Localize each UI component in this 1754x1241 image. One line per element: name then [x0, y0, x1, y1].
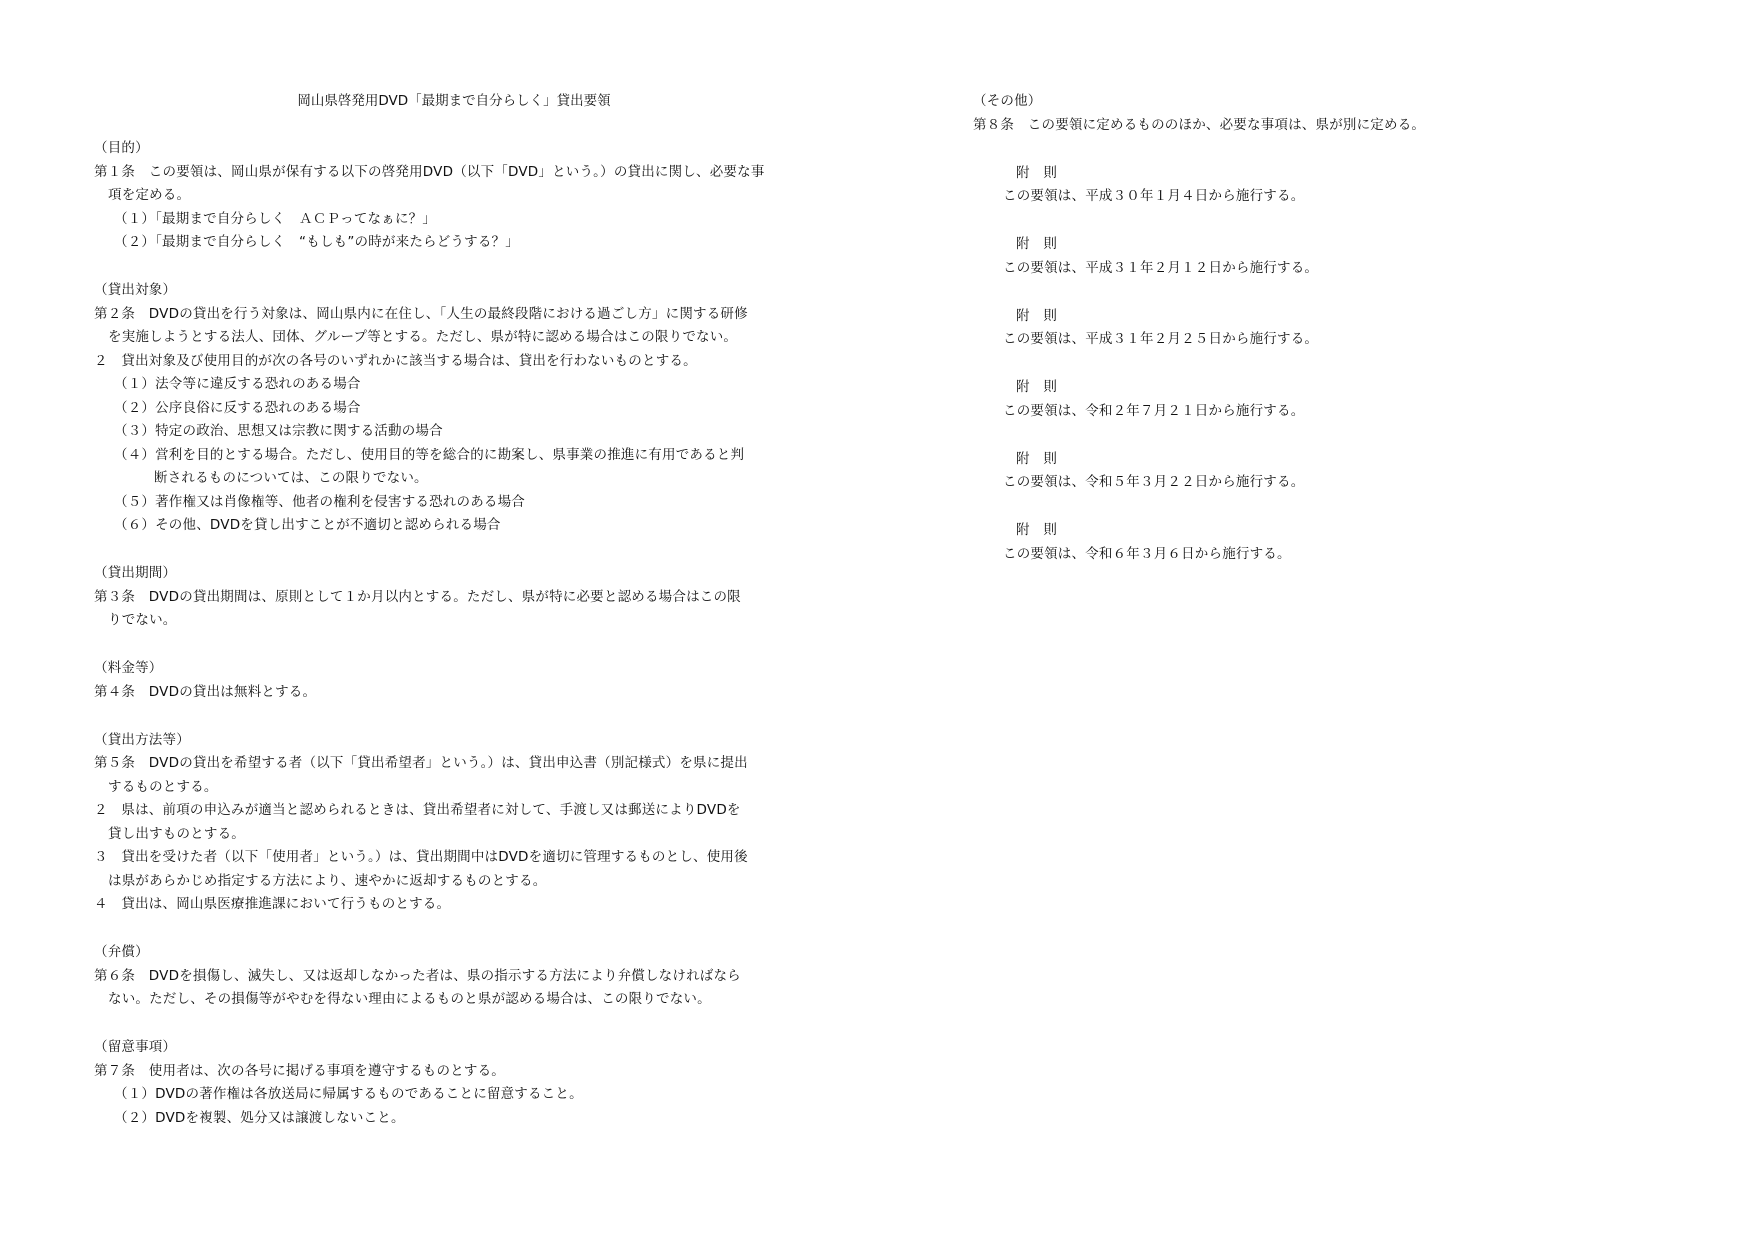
blank-line [94, 255, 814, 280]
text-line: 第１条 この要領は、岡山県が保有する以下の啓発用DVD（以下「DVD」という。）の貸出に関し、必要な事 [94, 163, 765, 180]
text-line: この要領は、平成３１年２月２５日から施行する。 [1003, 331, 1319, 347]
document-title: 岡山県啓発用DVD「最期まで自分らしく」貸出要領 [297, 93, 611, 109]
right-column-body [973, 90, 1673, 566]
text-line: 附 則 [1016, 450, 1058, 467]
text-line: （２）DVDを複製、処分又は譲渡しないこと。 [114, 1109, 405, 1126]
text-line: 第２条 DVDの貸出を行う対象は、岡山県内に在住し、「人生の最終段階における過ごし方」に関する研修 [94, 305, 748, 322]
text-line: 断されるものについては、この限りでない。 [154, 470, 428, 486]
text-line: （弁償） [94, 944, 149, 960]
text-line: りでない。 [108, 612, 177, 628]
text-line: 第７条 使用者は、次の各号に掲げる事項を遵守するものとする。 [94, 1062, 505, 1079]
blank-line [94, 704, 814, 729]
text-line: （貸出対象） [94, 282, 177, 298]
text-line: （５）著作権又は肖像権等、他者の権利を侵害する恐れのある場合 [114, 493, 525, 510]
text-line: （目的） [94, 140, 149, 156]
text-line: ２ 貸出対象及び使用目的が次の各号のいずれかに該当する場合は、貸出を行わないものとする。 [94, 352, 697, 369]
blank-line [973, 137, 1673, 162]
text-line: （料金等） [94, 660, 163, 676]
text-line: 第３条 DVDの貸出期間は、原則として１か月以内とする。ただし、県が特に必要と認める場合はこの限 [94, 588, 741, 605]
text-line: 附 則 [1016, 236, 1058, 252]
text-line: 附 則 [1016, 164, 1058, 181]
text-line: この要領は、令和２年７月２１日から施行する。 [1003, 402, 1305, 419]
blank-line [973, 495, 1673, 520]
blank-line [973, 209, 1673, 234]
text-line: この要領は、令和５年３月２２日から施行する。 [1003, 474, 1305, 490]
blank-line [973, 352, 1673, 377]
text-line: 第６条 DVDを損傷し、滅失し、又は返却しなかった者は、県の指示する方法により弁償しなければなら [94, 967, 741, 984]
text-line: この要領は、平成３０年１月４日から施行する。 [1003, 188, 1305, 204]
blank-line [94, 1012, 814, 1037]
text-line: （２）「最期まで自分らしく “もしも”の時が来たらどうする？」 [114, 234, 519, 250]
text-line: （貸出期間） [94, 565, 177, 581]
blank-line [94, 538, 814, 563]
blank-line [94, 917, 814, 942]
left-column-body [94, 137, 814, 1130]
text-line: を実施しようとする法人、団体、グループ等とする。ただし、県が特に認める場合はこの限りでない。 [108, 329, 738, 345]
text-line: （４）営利を目的とする場合。ただし、使用目的等を総合的に勘案し、県事業の推進に有用であると判 [114, 446, 745, 463]
text-line: は県があらかじめ指定する方法により、速やかに返却するものとする。 [108, 872, 547, 889]
text-line: 項を定める。 [108, 187, 191, 203]
text-line: （貸出方法等） [94, 731, 190, 748]
text-line: ２ 県は、前項の申込みが適当と認められるときは、貸出希望者に対して、手渡し又は郵送によりDVDを [94, 802, 741, 818]
text-line: （３）特定の政治、思想又は宗教に関する活動の場合 [114, 423, 443, 439]
text-line: ４ 貸出は、岡山県医療推進課において行うものとする。 [94, 896, 451, 912]
text-line: この要領は、令和６年３月６日から施行する。 [1003, 545, 1291, 562]
text-line: 第５条 DVDの貸出を希望する者（以下「貸出希望者」という。）は、貸出申込書（別記様式）を県に提出 [94, 755, 748, 771]
blank-line [94, 633, 814, 658]
blank-line [973, 423, 1673, 448]
text-line: （１）法令等に違反する恐れのある場合 [114, 376, 361, 392]
text-line: 第４条 DVDの貸出は無料とする。 [94, 683, 317, 700]
text-line: 附 則 [1016, 522, 1058, 538]
text-line: 附 則 [1016, 379, 1058, 395]
right-column [973, 90, 1673, 566]
text-line: ３ 貸出を受けた者（以下「使用者」という。）は、貸出期間中はDVDを適切に管理するものとし、使用後 [94, 849, 748, 865]
text-line: 附 則 [1016, 307, 1058, 324]
text-line: この要領は、平成３１年２月１２日から施行する。 [1003, 259, 1319, 276]
text-line: （１）「最期まで自分らしく ＡＣＰってなぁに？」 [114, 210, 437, 227]
text-line: （留意事項） [94, 1039, 177, 1055]
text-line: （６）その他、DVDを貸し出すことが不適切と認められる場合 [114, 517, 501, 533]
left-column [94, 90, 814, 1130]
text-line: （１）DVDの著作権は各放送局に帰属するものであることに留意すること。 [114, 1086, 583, 1102]
text-line: （２）公序良俗に反する恐れのある場合 [114, 399, 361, 416]
text-line: 貸し出すものとする。 [108, 825, 245, 842]
text-line: 第８条 この要領に定めるもののほか、必要な事項は、県が別に定める。 [973, 116, 1426, 133]
text-line: するものとする。 [108, 778, 218, 795]
text-line: ない。ただし、その損傷等がやむを得ない理由によるものと県が認める場合は、この限りでない。 [108, 991, 711, 1007]
blank-line [973, 280, 1673, 305]
text-line: （その他） [973, 93, 1042, 109]
